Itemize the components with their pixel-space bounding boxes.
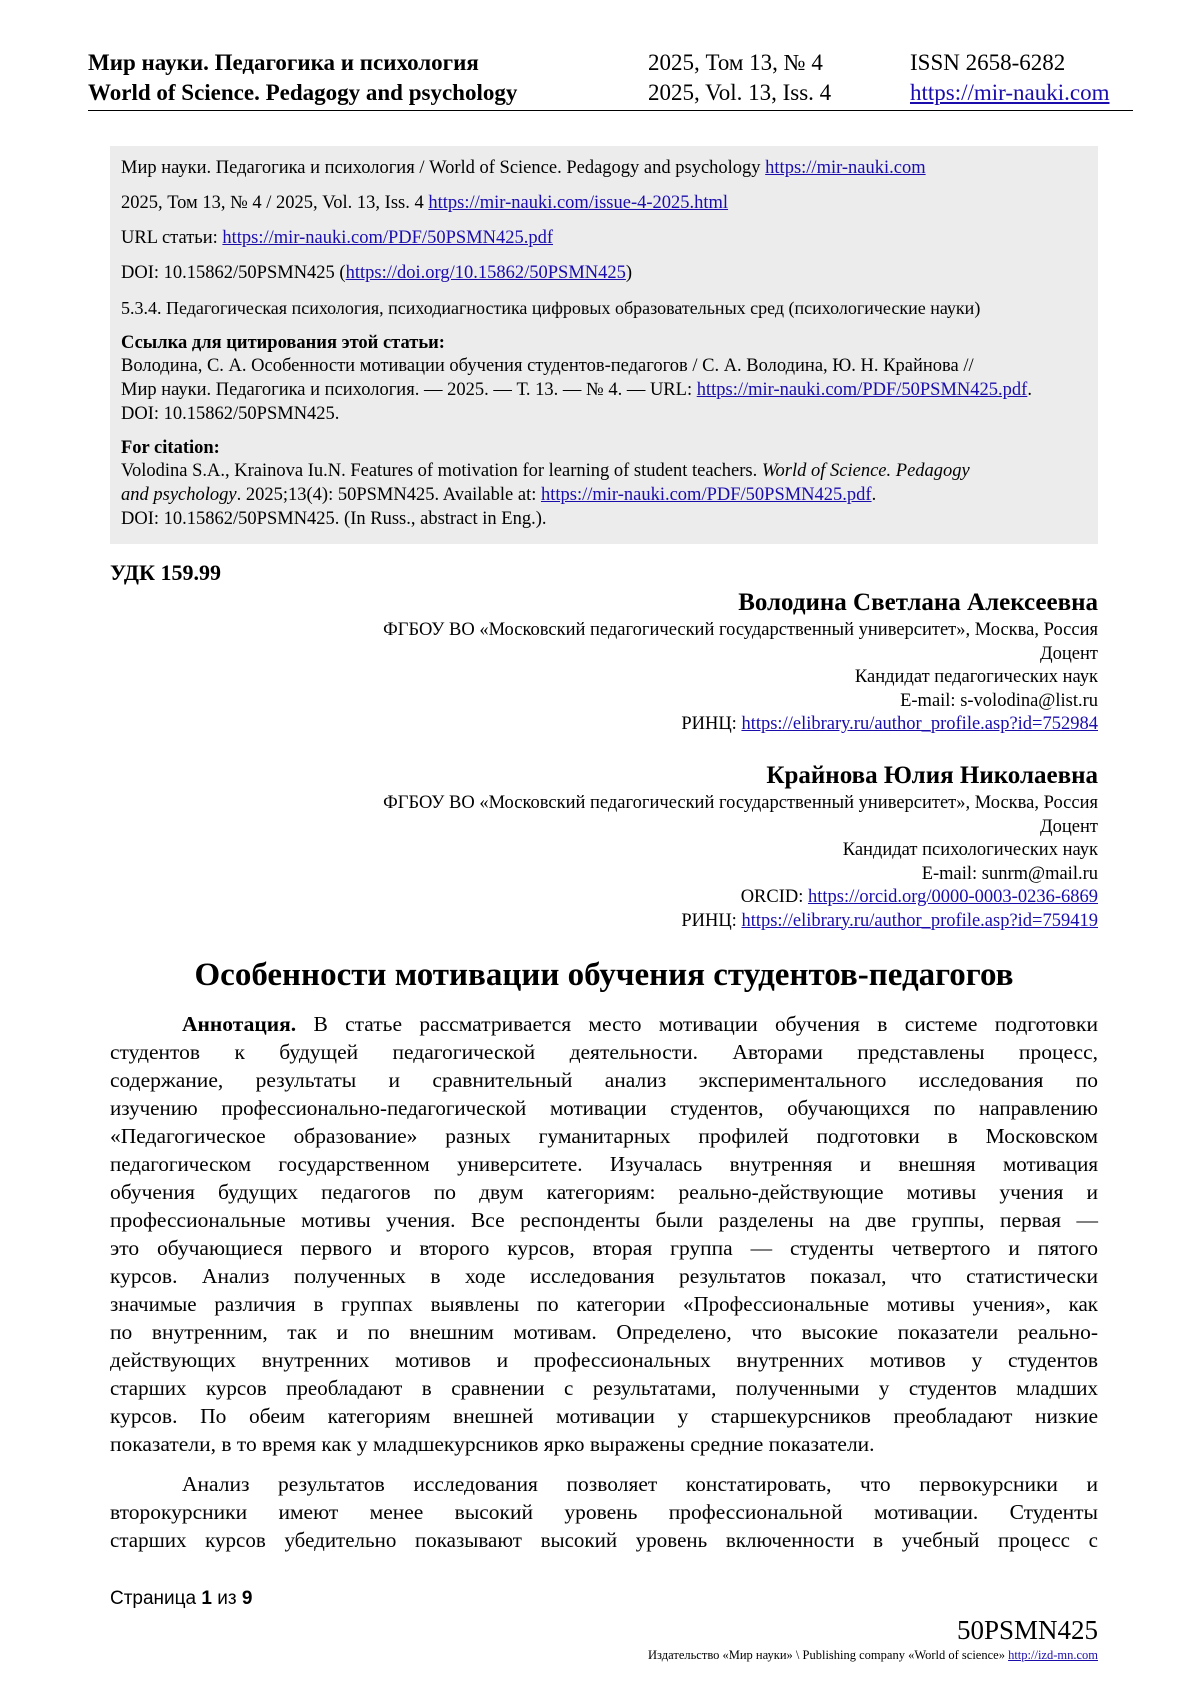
- author-orcid: [383, 886, 1098, 910]
- abstract-line: обучения будущих педагогов по двум категориям: реально-действующие мотивы учения и: [110, 1180, 1098, 1204]
- citation-en-line3: DOI: 10.15862/50PSMN425. (In Russ., abstract in Eng.).: [121, 509, 547, 529]
- citation-ru-line2: [121, 378, 1088, 402]
- author-position: Доцент: [1040, 643, 1098, 664]
- author-rinc-label: РИНЦ:: [681, 910, 742, 931]
- info-journal-link[interactable]: https://mir-nauki.com: [765, 158, 926, 178]
- author-block-2: [383, 760, 1098, 933]
- journal-title: [88, 48, 517, 108]
- body-line: старших курсов убедительно показывают высокий уровень включенности в учебный процесс с: [110, 1528, 1098, 1552]
- author-orcid-label: ORCID:: [740, 887, 809, 907]
- citation-en-link[interactable]: https://mir-nauki.com/PDF/50PSMN425.pdf: [540, 485, 872, 505]
- publisher-text: Издательство «Мир науки» \ Publishing company «World of science»: [648, 1648, 1009, 1662]
- author-rinc-label: РИНЦ:: [681, 714, 742, 734]
- abstract-line: курсов. По обеим категориям внешней мотивации у старшекурсников преобладают низкие: [110, 1404, 1098, 1428]
- info-doi-line: [121, 263, 1088, 284]
- citation-en-line2: [121, 483, 1088, 507]
- citation-ru-line3: DOI: 10.15862/50PSMN425.: [121, 404, 340, 424]
- page-counter: [110, 1588, 252, 1610]
- issue-info: [648, 48, 831, 108]
- abstract-line: студентов к будущей педагогической деятельности. Авторами представлены процесс,: [110, 1040, 1098, 1064]
- info-doi-label: DOI: 10.15862/50PSMN425 (: [121, 263, 346, 283]
- abstract-line: содержание, результаты и сравнительный анализ экспериментального исследования по: [110, 1068, 1098, 1092]
- abstract-line-text: В статье рассматривается место мотивации обучения в системе подготовки: [296, 1012, 1098, 1036]
- citation-en-line1: [121, 459, 1088, 483]
- abstract-line: показатели, в то время как у младшекурсников ярко выражены средние показатели.: [110, 1432, 875, 1456]
- abstract-line: курсов. Анализ полученных в ходе исследования результатов показал, что статистически: [110, 1264, 1098, 1288]
- abstract-line: профессиональные мотивы учения. Все респонденты были разделены на две группы, первая —: [110, 1208, 1098, 1232]
- author-position: Доцент: [1040, 816, 1098, 837]
- abstract-line: [110, 1010, 1098, 1038]
- udk-code: УДК 159.99: [110, 560, 222, 585]
- citation-ru-heading: Ссылка для цитирования этой статьи:: [121, 333, 445, 353]
- author-org: ФГБОУ ВО «Московский педагогический государственный университет», Москва, Россия: [383, 793, 1098, 813]
- author-rinc-link[interactable]: https://elibrary.ru/author_profile.asp?id=752984: [741, 714, 1098, 734]
- citation-en: [121, 438, 1088, 531]
- publisher-link[interactable]: http://izd-mn.com: [1008, 1648, 1098, 1662]
- citation-ru-line1: Володина, С. А. Особенности мотивации обучения студентов-педагогов / С. А. Володина, Ю. Н. Крайнова //: [121, 356, 974, 376]
- info-journal-line: [121, 158, 1088, 179]
- citation-en-line2-text: . 2025;13(4): 50PSMN425. Available at:: [236, 485, 541, 505]
- citation-ru-line2-text: Мир науки. Педагогика и психология. — 2025. — Т. 13. — № 4. — URL:: [121, 380, 697, 400]
- author-orcid-link[interactable]: https://orcid.org/0000-0003-0236-6869: [808, 887, 1098, 907]
- abstract-line: значимые различия в группах выявлены по категории «Профессиональные мотивы учения», как: [110, 1292, 1098, 1316]
- citation-en-dot: .: [871, 485, 877, 505]
- citation-en-journal-part2: and psychology: [121, 485, 237, 505]
- abstract-line: педагогическом государственном университете. Изучалась внутренняя и внешняя мотивация: [110, 1152, 1098, 1176]
- journal-title-en: World of Science. Pedagogy and psychology: [88, 80, 518, 105]
- abstract-line: «Педагогическое образование» разных гуманитарных профилей подготовки в Московском: [110, 1124, 1098, 1148]
- author-name: Крайнова Юлия Николаевна: [766, 762, 1098, 789]
- author-email: E-mail: s-volodina@list.ru: [900, 690, 1098, 711]
- citation-en-heading: For citation:: [121, 438, 220, 458]
- citation-ru-link[interactable]: https://mir-nauki.com/PDF/50PSMN425.pdf: [696, 380, 1028, 400]
- info-issue-text: 2025, Том 13, № 4 / 2025, Vol. 13, Iss. 4: [121, 193, 429, 213]
- author-org: ФГБОУ ВО «Московский педагогический государственный университет», Москва, Россия: [383, 620, 1098, 640]
- body-line: Анализ результатов исследования позволяет констатировать, что первокурсники и: [182, 1472, 1098, 1496]
- info-doi-close: ): [625, 263, 633, 283]
- author-block-1: [383, 587, 1098, 737]
- article-info-box: [110, 146, 1098, 544]
- issue-info-ru: 2025, Том 13, № 4: [648, 50, 823, 75]
- abstract-line: изучению профессионально-педагогической мотивации студентов, обучающихся по направлению: [110, 1096, 1098, 1120]
- abstract-line: старших курсов преобладают в сравнении с результатами, полученными у студентов младших: [110, 1376, 1098, 1400]
- abstract-label: Аннотация.: [182, 1012, 297, 1036]
- journal-title-ru: Мир науки. Педагогика и психология: [88, 50, 479, 75]
- citation-ru: [121, 333, 1088, 426]
- page-prefix: Страница: [110, 1588, 202, 1609]
- author-name: Володина Светлана Алексеевна: [738, 589, 1098, 616]
- abstract-line: по внутренним, так и по внешним мотивам. Определено, что высокие показатели реально-: [110, 1320, 1098, 1344]
- author-rinc: [383, 910, 1098, 934]
- issue-info-en: 2025, Vol. 13, Iss. 4: [648, 80, 832, 105]
- author-degree: Кандидат педагогических наук: [854, 667, 1098, 687]
- article-title: Особенности мотивации обучения студентов-педагогов: [194, 957, 1014, 993]
- abstract-line: действующих внутренних мотивов и профессиональных внутренних мотивов у студентов: [110, 1348, 1098, 1372]
- abstract-line: это обучающиеся первого и второго курсов, вторая группа — студенты четвертого и пятого: [110, 1236, 1098, 1260]
- author-rinc: [383, 713, 1098, 737]
- issn: ISSN 2658-6282: [910, 50, 1066, 75]
- info-url-line: [121, 228, 1088, 249]
- page-total: 9: [241, 1588, 253, 1609]
- article-code: 50PSMN425: [956, 1615, 1098, 1645]
- site-link[interactable]: https://mir-nauki.com: [910, 80, 1110, 105]
- author-degree: Кандидат психологических наук: [842, 840, 1098, 860]
- info-doi-link[interactable]: https://doi.org/10.15862/50PSMN425: [345, 263, 626, 283]
- info-specialty: 5.3.4. Педагогическая психология, психодиагностика цифровых образовательных сред (психологические науки): [121, 298, 981, 318]
- author-email: E-mail: sunrm@mail.ru: [921, 863, 1098, 884]
- info-url-label: URL статьи:: [121, 228, 223, 248]
- info-issue-link[interactable]: https://mir-nauki.com/issue-4-2025.html: [428, 193, 729, 213]
- body-line: второкурсники имеют менее высокий уровень профессиональной мотивации. Студенты: [110, 1500, 1098, 1524]
- issn-block: [910, 48, 1110, 108]
- page-number: 1: [201, 1588, 212, 1609]
- author-rinc-link[interactable]: https://elibrary.ru/author_profile.asp?id=759419: [741, 910, 1098, 931]
- page-mid: из: [211, 1588, 242, 1609]
- info-url-link[interactable]: https://mir-nauki.com/PDF/50PSMN425.pdf: [222, 228, 553, 248]
- info-journal-text: Мир науки. Педагогика и психология / World of Science. Pedagogy and psychology: [121, 158, 766, 178]
- publisher-line: [648, 1648, 1098, 1663]
- journal-header: [88, 48, 1133, 111]
- abstract-paragraph: [110, 1010, 1098, 1458]
- info-issue-line: [121, 193, 1088, 214]
- body-paragraph: [110, 1470, 1098, 1554]
- citation-en-line1-text: Volodina S.A., Krainova Iu.N. Features of motivation for learning of student teachers.: [121, 461, 762, 481]
- citation-ru-dot: .: [1027, 380, 1032, 400]
- citation-en-journal-part1: World of Science. Pedagogy: [761, 461, 970, 481]
- article-body: [110, 1010, 1098, 1554]
